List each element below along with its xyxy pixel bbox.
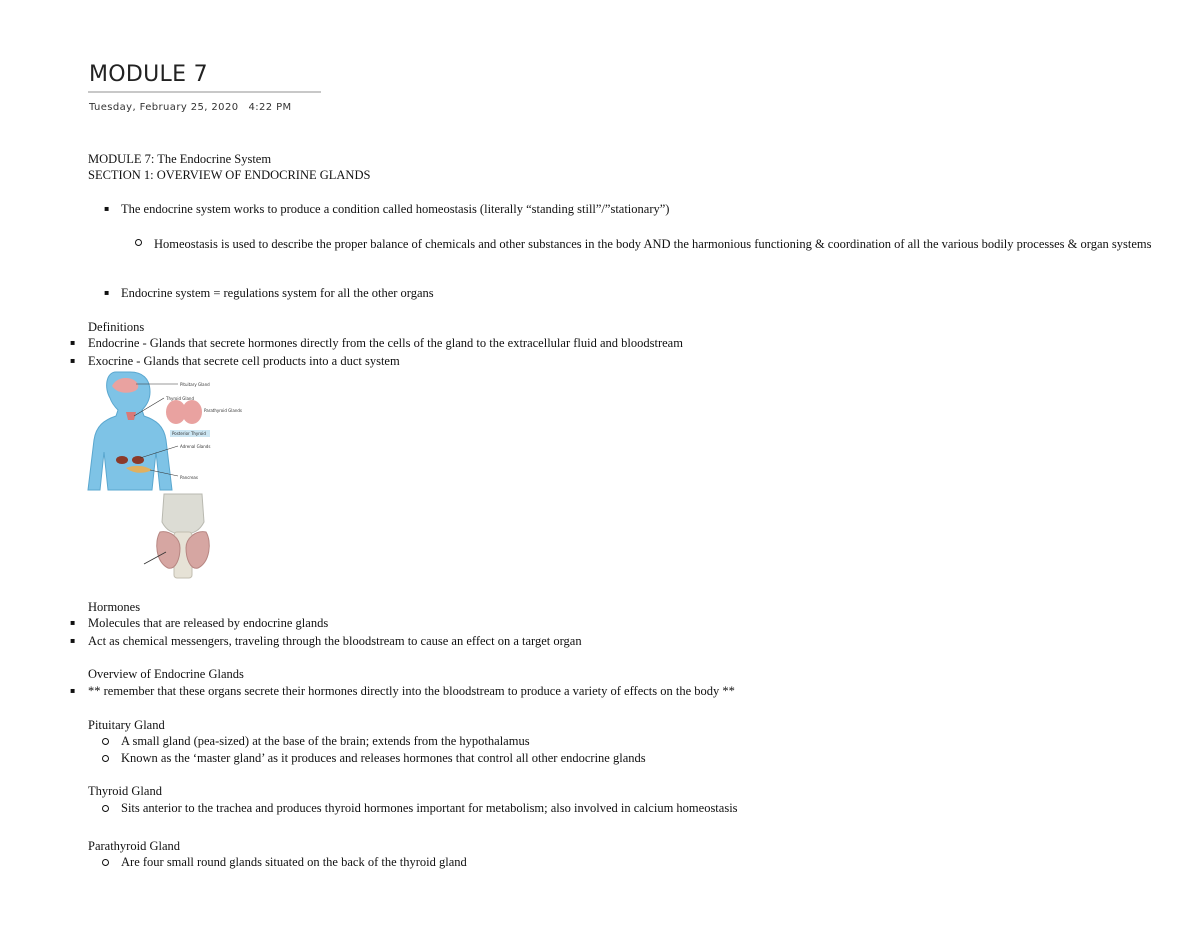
figure-label: Pituitary Gland — [180, 382, 210, 387]
module-heading: MODULE 7: The Endocrine System — [88, 152, 272, 166]
page-timestamp — [89, 102, 292, 113]
page-time: 4:22 PM — [248, 102, 292, 113]
figure-label: Thyroid Gland — [166, 396, 195, 401]
page-title: MODULE 7 — [89, 62, 208, 87]
hollow-circle-bullet-icon — [102, 805, 109, 812]
definitions-heading: Definitions — [88, 320, 145, 334]
list-item: Molecules that are released by endocrine glands — [88, 616, 329, 630]
hormones-heading: Hormones — [88, 600, 141, 614]
list-item: Endocrine system = regulations system for all the other organs — [121, 286, 434, 300]
square-bullet-icon: ▪ — [70, 686, 76, 695]
list-item: Sits anterior to the trachea and produces thyroid hormones important for metabolism; also involved in calcium homeostasis — [121, 801, 738, 815]
section-heading: SECTION 1: OVERVIEW OF ENDOCRINE GLANDS — [88, 168, 371, 182]
square-bullet-icon: ▪ — [70, 618, 76, 627]
figure-label: Pancreas — [180, 475, 198, 480]
figure-label: Parathyroid Glands — [204, 408, 242, 413]
list-item: ** remember that these organs secrete their hormones directly into the bloodstream to produce a variety of effects on the body ** — [88, 684, 735, 698]
figure-label: Posterior Thyroid — [172, 431, 206, 436]
overview-heading: Overview of Endocrine Glands — [88, 667, 244, 681]
page-date: Tuesday, February 25, 2020 — [89, 102, 239, 113]
thyroid-heading: Thyroid Gland — [88, 784, 162, 798]
hollow-circle-bullet-icon — [102, 859, 109, 866]
pituitary-heading: Pituitary Gland — [88, 718, 165, 732]
thyroid-larynx-figure — [140, 492, 220, 580]
hollow-circle-bullet-icon — [102, 738, 109, 745]
list-item: A small gland (pea-sized) at the base of the brain; extends from the hypothalamus — [121, 734, 530, 748]
parathyroid-heading: Parathyroid Gland — [88, 839, 180, 853]
square-bullet-icon: ▪ — [104, 204, 110, 213]
title-underline — [88, 91, 321, 93]
figure-label: Adrenal Glands — [180, 444, 211, 449]
list-item: Endocrine - Glands that secrete hormones directly from the cells of the gland to the extracellular fluid and bloodstream — [88, 336, 683, 350]
endocrine-body-figure — [86, 370, 246, 492]
list-item: Act as chemical messengers, traveling through the bloodstream to cause an effect on a target organ — [88, 634, 582, 648]
square-bullet-icon: ▪ — [70, 356, 76, 365]
sub-list-item: Homeostasis is used to describe the proper balance of chemicals and other substances in the body AND the harmonious functioning & coordination of all the various bodily processes & organ systems — [154, 237, 1152, 251]
list-item: Known as the ‘master gland’ as it produces and releases hormones that control all other endocrine glands — [121, 751, 646, 765]
list-item: Are four small round glands situated on the back of the thyroid gland — [121, 855, 467, 869]
hollow-circle-bullet-icon — [102, 755, 109, 762]
square-bullet-icon: ▪ — [70, 338, 76, 347]
square-bullet-icon: ▪ — [70, 636, 76, 645]
list-item: The endocrine system works to produce a condition called homeostasis (literally “standing still”/”stationary”) — [121, 202, 670, 216]
hollow-circle-bullet-icon — [135, 239, 142, 246]
square-bullet-icon: ▪ — [104, 288, 110, 297]
list-item: Exocrine - Glands that secrete cell products into a duct system — [88, 354, 400, 368]
